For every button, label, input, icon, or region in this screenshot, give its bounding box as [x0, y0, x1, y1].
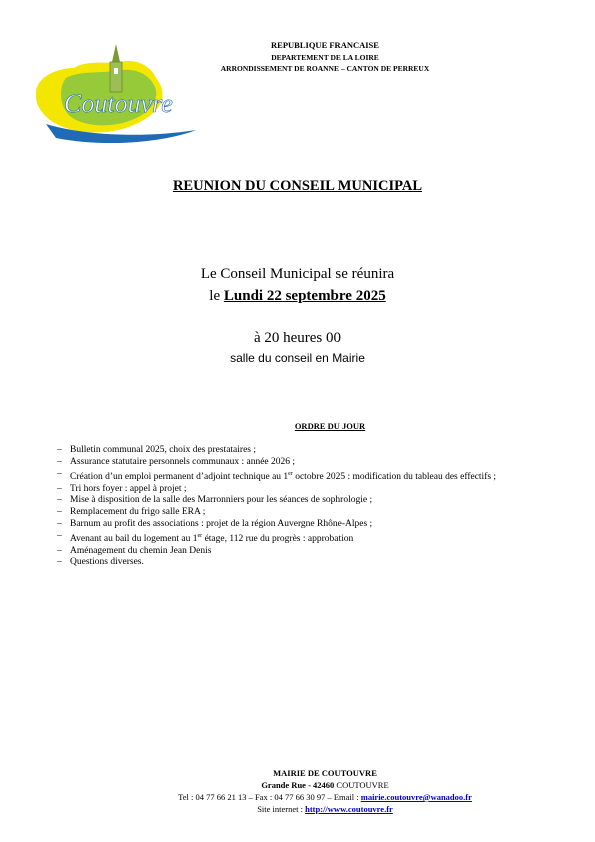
- agenda-item: – Aménagement du chemin Jean Denis: [57, 545, 212, 556]
- republic-header: REPUBLIQUE FRANCAISE: [271, 40, 379, 50]
- website-link[interactable]: http://www.coutouvre.fr: [305, 804, 393, 814]
- convocation-line: Le Conseil Municipal se réunira: [200, 266, 395, 282]
- agenda-item: – Barnum au profit des associations : projet de la région Auvergne Rhône-Alpes ;: [57, 518, 373, 529]
- agenda-heading: ORDRE DU JOUR: [294, 421, 366, 431]
- footer-contact: Tel : 04 77 66 21 13 – Fax : 04 77 66 30 97 – Email : mairie.coutouvre@wanadoo.fr: [178, 792, 472, 802]
- email-link[interactable]: mairie.coutouvre@wanadoo.fr: [360, 792, 472, 802]
- date-prefix: le: [209, 288, 221, 304]
- agenda-item: – Remplacement du frigo salle ERA ;: [57, 507, 206, 518]
- agenda-list: [56, 445, 541, 569]
- arrondissement-header: ARRONDISSEMENT DE ROANNE – CANTON DE PERREUX: [220, 64, 430, 73]
- meeting-time: à 20 heures 00: [253, 330, 342, 346]
- meeting-date-line: [0, 288, 595, 305]
- meeting-date: Lundi 22 septembre 2025: [223, 288, 386, 304]
- agenda-item: – Questions diverses.: [57, 557, 144, 568]
- page-title: REUNION DU CONSEIL MUNICIPAL: [172, 178, 423, 194]
- footer-address: Grande Rue - 42460 COUTOUVRE: [261, 780, 389, 790]
- agenda-item: – Assurance statutaire personnels communaux : année 2026 ;: [57, 456, 296, 467]
- logo-text: Coutouvre: [64, 89, 173, 118]
- agenda-item: – Mise à disposition de la salle des Marronniers pour les séances de sophrologie ;: [57, 495, 373, 506]
- department-header: DEPARTEMENT DE LA LOIRE: [271, 53, 379, 62]
- agenda-item: – Bulletin communal 2025, choix des prestataires ;: [57, 445, 257, 455]
- footer-mairie-name: MAIRIE DE COUTOUVRE: [273, 768, 377, 778]
- agenda-item: – Avenant au bail du logement au 1er étage, 112 rue du progrès : approbation: [57, 530, 354, 544]
- meeting-place: salle du conseil en Mairie: [230, 351, 365, 365]
- agenda-item: – Tri hors foyer : appel à projet ;: [57, 483, 187, 494]
- agenda-item: – Création d’un emploi permanent d’adjoint technique au 1er octobre 2025 : modification du tableau des effectifs ;: [57, 468, 497, 482]
- footer-website: Site internet : http://www.coutouvre.fr: [257, 804, 393, 814]
